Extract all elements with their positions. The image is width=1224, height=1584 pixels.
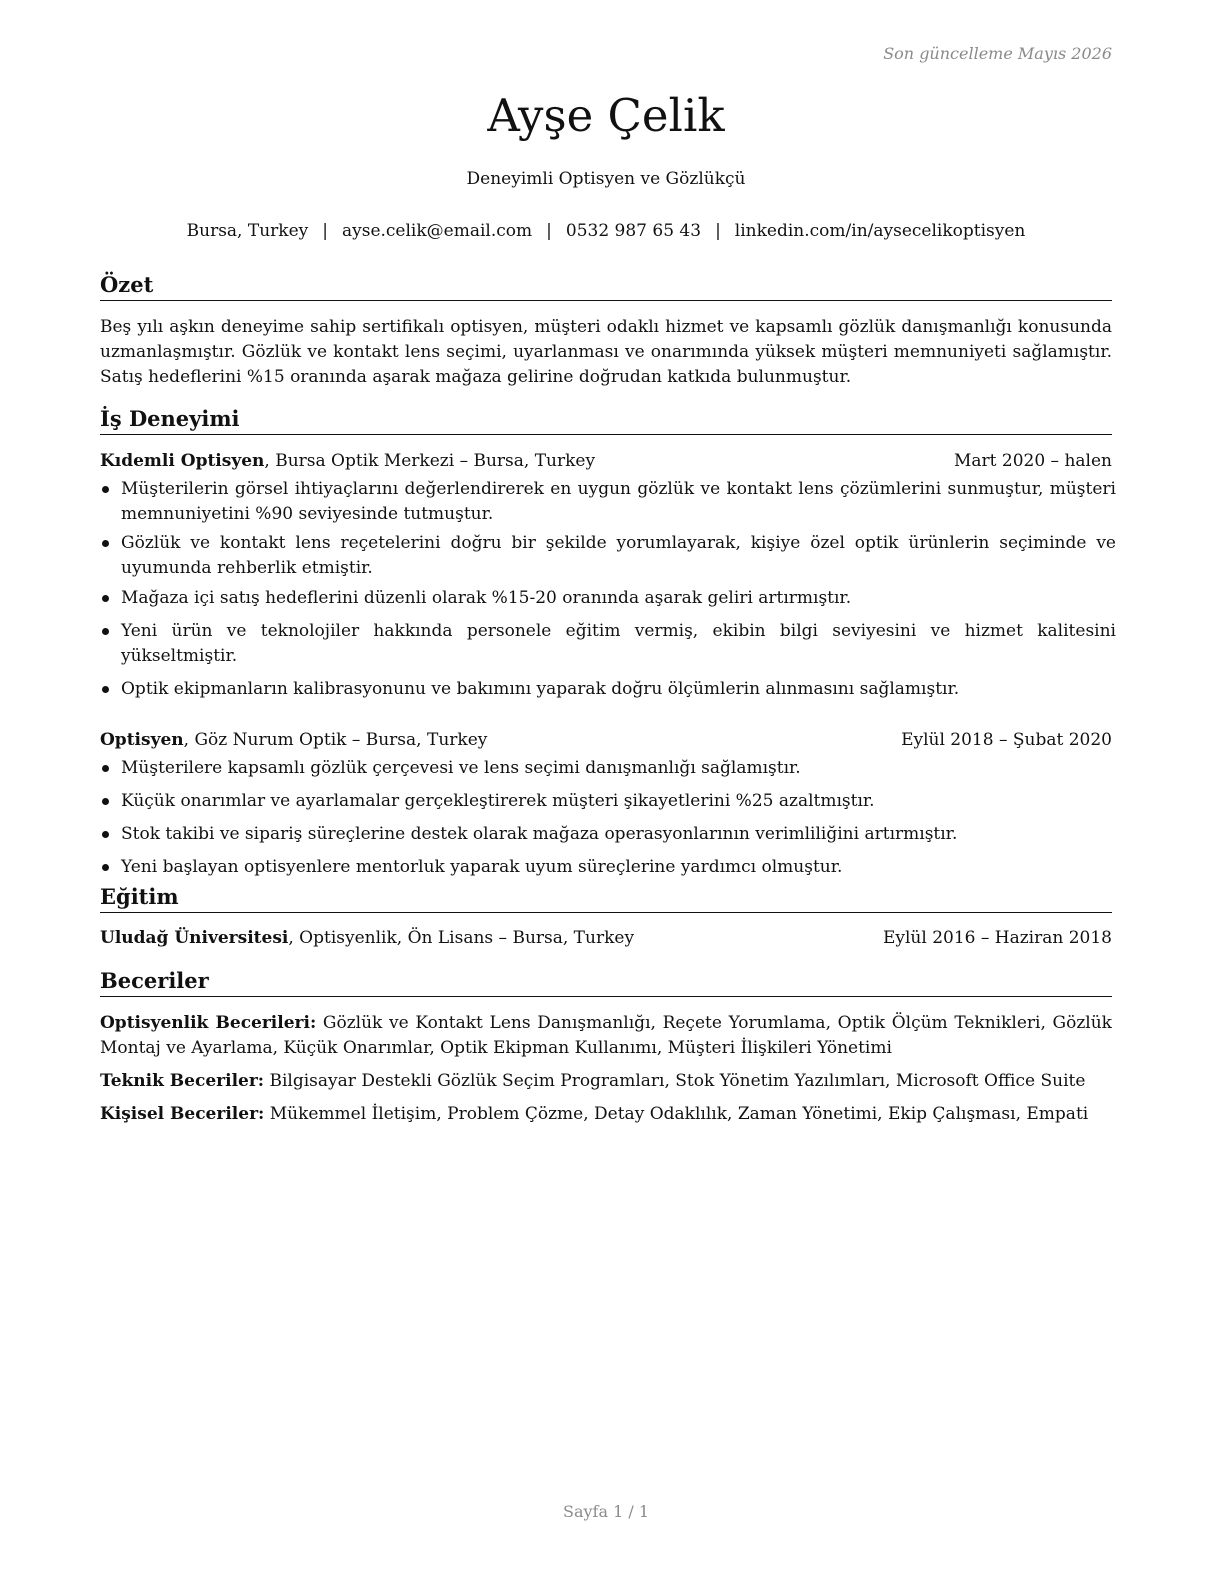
job-employer: , Göz Nurum Optik – Bursa, Turkey <box>183 730 488 750</box>
list-item <box>100 531 1116 581</box>
experience-section <box>100 405 1116 880</box>
bullet-dot <box>102 765 109 772</box>
bullet-text: Stok takibi ve sipariş süreçlerine destek olarak mağaza operasyonlarının verimliliğini artırmıştır. <box>121 824 958 844</box>
bullet-text: Yeni başlayan optisyenlere mentorluk yaparak uyum süreçlerine yardımcı olmuştur. <box>121 857 843 877</box>
job-bullets <box>100 477 1116 702</box>
experience-heading: İş Deneyimi <box>100 405 1112 435</box>
summary-heading: Özet <box>100 271 1112 301</box>
job-header <box>100 449 1112 474</box>
bullet-dot <box>102 831 109 838</box>
candidate-title: Deneyimli Optisyen ve Gözlükçü <box>466 169 746 189</box>
contact-separator: | <box>322 221 328 241</box>
education-dates: Eylül 2016 – Haziran 2018 <box>882 928 1112 948</box>
skill-line-personal <box>100 1102 1112 1127</box>
job-dates: Eylül 2018 – Şubat 2020 <box>901 730 1112 750</box>
bullet-dot <box>102 628 109 635</box>
bullet-text: Optik ekipmanların kalibrasyonunu ve bakımını yaparak doğru ölçümlerin alınmasını sağlamıştır. <box>121 679 960 699</box>
bullet-text: Mağaza içi satış hedeflerini düzenli olarak %15-20 oranında aşarak geliri artırmıştır. <box>121 588 852 608</box>
summary-text: Beş yılı aşkın deneyime sahip sertifikalı optisyen, müşteri odaklı hizmet ve kapsamlı gözlük danışmanlığı konusunda uzmanlaşmıştır. Gözlük ve kontakt lens seçimi, uyarlanması ve onarımında yüksek müşteri memnuniyeti sağlamıştır. Satış hedeflerini %15 oranında aşarak mağaza gelirine doğrudan katkıda bulunmuştur. <box>100 317 1112 387</box>
contact-separator: | <box>546 221 552 241</box>
contact-phone: 0532 987 65 43 <box>565 221 702 241</box>
bullet-text: Küçük onarımlar ve ayarlamalar gerçekleştirerek müşteri şikayetlerini %25 azaltmıştır. <box>121 791 875 811</box>
contact-separator: | <box>715 221 721 241</box>
skill-line-technical <box>100 1069 1112 1094</box>
job-role: Optisyen <box>100 730 184 750</box>
job-header <box>100 728 1112 753</box>
last-updated-note: Son güncelleme Mayıs 2026 <box>883 44 1112 63</box>
job-role-line <box>100 449 595 474</box>
resume-page <box>100 0 1116 1584</box>
contact-email[interactable]: ayse.celik@email.com <box>341 221 533 241</box>
bullet-dot <box>102 798 109 805</box>
bullet-dot <box>102 686 109 693</box>
list-item <box>100 855 1116 880</box>
list-item <box>100 756 1116 781</box>
skill-label: Kişisel Beceriler: <box>100 1104 265 1124</box>
education-line <box>100 926 634 951</box>
list-item <box>100 789 1116 814</box>
education-section <box>100 883 1112 951</box>
education-school: Uludağ Üniversitesi <box>100 928 289 948</box>
summary-section <box>100 271 1112 390</box>
job-role-line <box>100 728 487 753</box>
skill-text: Mükemmel İletişim, Problem Çözme, Detay Odaklılık, Zaman Yönetimi, Ekip Çalışması, Empati <box>264 1104 1089 1124</box>
job-entry <box>100 728 1112 880</box>
skills-heading: Beceriler <box>100 967 1112 997</box>
skill-text: Bilgisayar Destekli Gözlük Seçim Programları, Stok Yönetim Yazılımları, Microsoft Office Suite <box>264 1071 1086 1091</box>
skill-line-optician <box>100 1011 1112 1061</box>
bullet-dot <box>102 540 109 547</box>
list-item <box>100 822 1116 847</box>
skill-label: Optisyenlik Becerileri: <box>100 1013 317 1033</box>
contact-linkedin[interactable]: linkedin.com/in/aysecelikoptisyen <box>734 221 1026 241</box>
bullet-dot <box>102 595 109 602</box>
list-item <box>100 619 1116 669</box>
job-entry <box>100 449 1116 702</box>
bullet-text: Gözlük ve kontakt lens reçetelerini doğru bir şekilde yorumlayarak, kişiye özel optik ürünlerin seçiminde ve uyumunda rehberlik etmiştir. <box>121 533 1116 578</box>
job-role: Kıdemli Optisyen <box>100 451 265 471</box>
education-heading: Eğitim <box>100 883 1112 913</box>
list-item <box>100 586 1116 611</box>
skill-text: Gözlük ve Kontakt Lens Danışmanlığı, Reçete Yorumlama, Optik Ölçüm Teknikleri, Gözlük Montaj ve Ayarlama, Küçük Onarımlar, Optik Ekipman Kullanımı, Müşteri İlişkileri Yönetimi <box>100 1013 1112 1058</box>
bullet-text: Müşterilerin görsel ihtiyaçlarını değerlendirerek en uygun gözlük ve kontakt lens çözümlerini sunmuştur, müşteri memnuniyetini %90 seviyesinde tutmuştur. <box>121 479 1116 524</box>
bullet-text: Yeni ürün ve teknolojiler hakkında personele eğitim vermiş, ekibin bilgi seviyesini ve hizmet kalitesini yükseltmiştir. <box>121 621 1116 666</box>
education-detail: , Optisyenlik, Ön Lisans – Bursa, Turkey <box>288 928 635 948</box>
bullet-dot <box>102 486 109 493</box>
job-employer: , Bursa Optik Merkezi – Bursa, Turkey <box>264 451 596 471</box>
candidate-name: Ayşe Çelik <box>487 89 725 142</box>
list-item <box>100 677 1116 702</box>
contact-line <box>100 219 1112 243</box>
education-entry <box>100 926 1112 951</box>
skills-section <box>100 967 1112 1135</box>
bullet-dot <box>102 864 109 871</box>
job-dates: Mart 2020 – halen <box>953 451 1112 471</box>
bullet-text: Müşterilere kapsamlı gözlük çerçevesi ve lens seçimi danışmanlığı sağlamıştır. <box>121 758 801 778</box>
page-number: Sayfa 1 / 1 <box>562 1502 649 1521</box>
job-bullets <box>100 756 1112 880</box>
contact-location: Bursa, Turkey <box>186 221 309 241</box>
list-item <box>100 477 1116 527</box>
skill-label: Teknik Beceriler: <box>100 1071 265 1091</box>
